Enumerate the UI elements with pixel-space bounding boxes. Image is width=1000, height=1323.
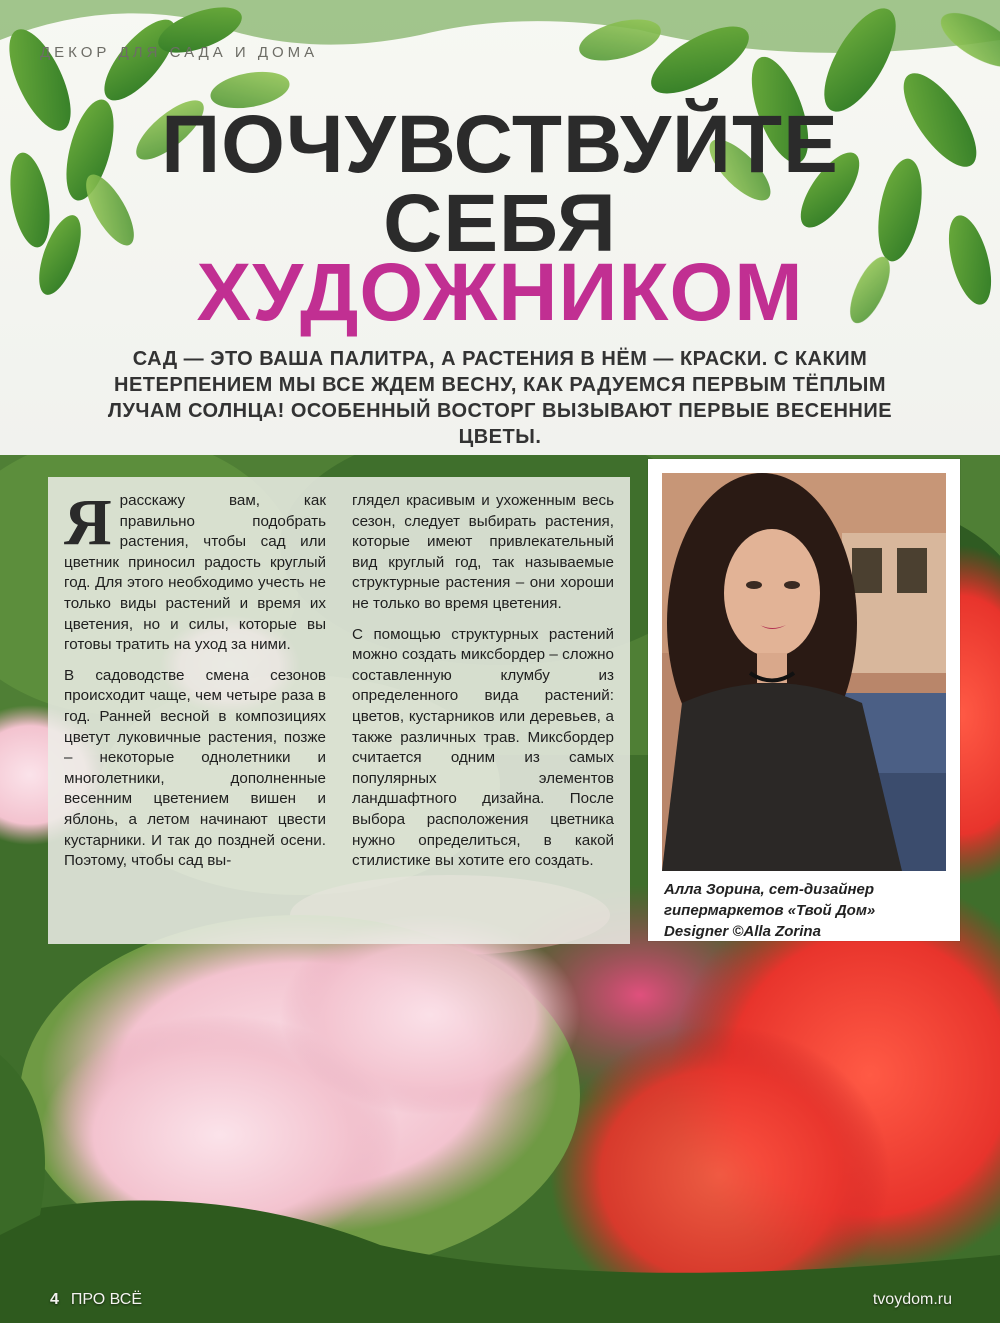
article-paragraph [64, 486, 326, 656]
website-url: tvoydom.ru [872, 1291, 952, 1308]
caption-credit: Designer ©Alla Zorina [664, 923, 821, 940]
lead-paragraph: САД — ЭТО ВАША ПАЛИТРА, А РАСТЕНИЯ В НЁМ — КРАСКИ. С КАКИМ НЕТЕРПЕНИЕМ МЫ ВСЕ ЖДЕМ ВЕСНУ, КАК РАДУЕМСЯ ПЕРВЫМ ТЁПЛЫМ ЛУЧАМ СОЛНЦА! ОСОБЕННЫЙ ВОСТОРГ ВЫЗЫВАЮТ ПЕРВЫЕ ВЕСЕННИЕ ЦВЕТЫ. [107, 348, 893, 448]
article-paragraph-text: расскажу вам, как правильно подобрать растения, чтобы сад или цветник приносил радость круглый год. Для этого необходимо учесть не только виды растений и время их цветения, но и силы, которые вы готовы тратить на уход за ними. [64, 492, 326, 654]
page-number: 4 [50, 1291, 59, 1308]
article-column-2 [352, 491, 614, 932]
article-paragraph: С помощью структурных растений можно создать миксбордер – сложно составленную клумбу из определенного вида растений: цветов, кустарников или деревьев, а также различных трав. Миксбордер считается одним из самых популярных элементов ландшафтного дизайна. После выбора расположения цветника нужно определиться, в какой стилистике вы хотите его создать. [352, 625, 614, 870]
drop-cap: Я [64, 486, 112, 559]
portrait-card [648, 459, 960, 941]
footer-left [50, 1291, 142, 1309]
portrait-caption [662, 879, 946, 942]
article-column-1 [64, 486, 326, 932]
article-paragraph: глядел красивым и ухоженным весь сезон, следует выбирать растения, которые имеют привлекательный вид круглый год, так называемые структурные растения – они хороши не только во время цветения. [352, 492, 614, 612]
header-area [0, 0, 1000, 455]
caption-line: гипермаркетов «Твой Дом» [664, 902, 876, 919]
article-paragraph: В садоводстве смена сезонов происходит чаще, чем четыре раза в год. Ранней весной в композициях цветут луковичные растения, позже – некоторые однолетники и многолетники, дополненные весенним цветением вишен и яблонь, а летом начинают цвести кустарники. И так до поздней осени. Поэтому, чтобы сад вы- [64, 666, 326, 870]
portrait-photo [662, 473, 946, 871]
headline-line-3: ХУДОЖНИКОМ [196, 247, 804, 338]
headline-line-2: СЕБЯ [383, 178, 617, 269]
magazine-name: ПРО ВСЁ [70, 1291, 142, 1308]
article-text-box [48, 477, 630, 944]
section-label: ДЕКОР ДЛЯ САДА И ДОМА [40, 44, 319, 61]
headline-line-1: ПОЧУВСТВУЙТЕ [161, 99, 839, 190]
caption-line: Алла Зорина, сет-дизайнер [664, 881, 875, 898]
